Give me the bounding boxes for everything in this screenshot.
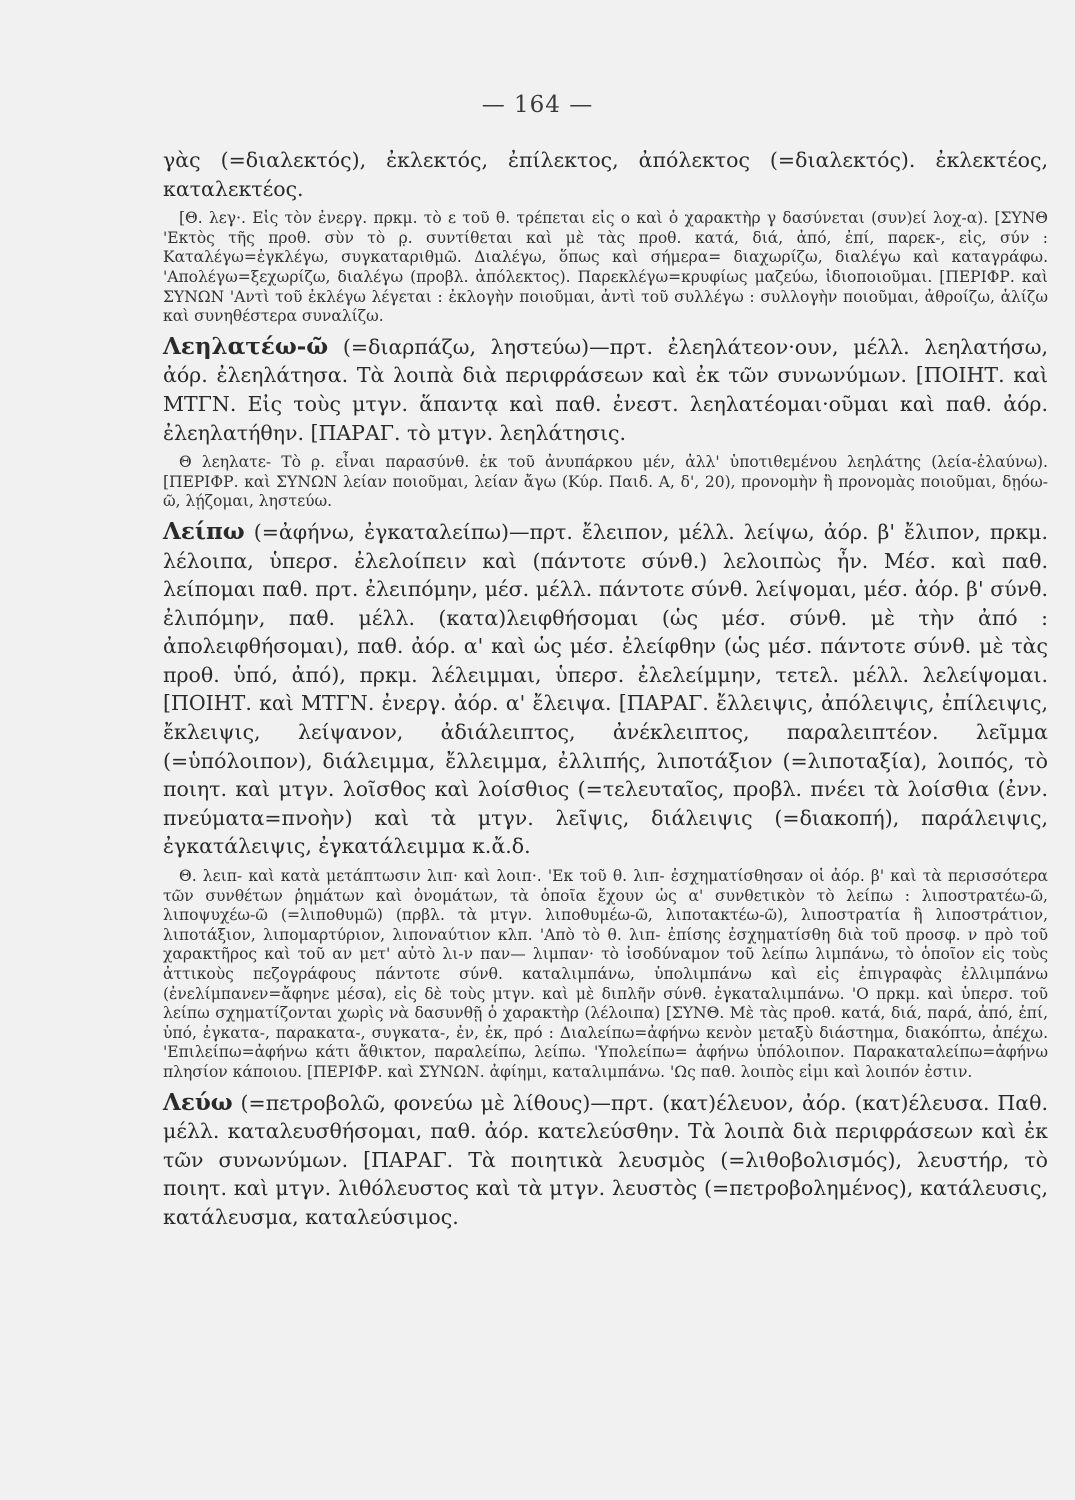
entry-lemma: Λείπω [163, 517, 245, 545]
entry-leipo [163, 518, 1048, 1083]
entry-definition: (=πετροβολῶ, φονεύω μὲ λίθους)—πρτ. (κατ)έλευον, ἀόρ. (κατ)έλευσα. Παθ. μέλλ. καταλευσθήσομαι, παθ. ἀόρ. κατελεύσθην. Τὰ λοιπὰ διὰ περιφράσεων καὶ ἐκ τῶν συνωνύμων. [ΠΑΡΑΓ. Τὰ ποιητικὰ λευσμὸς (=λιθοβολισμός), λευστήρ, τὸ ποιητ. καὶ μτγν. λιθόλευστος καὶ τὰ μτγν. λευστὸς (=πετροβολημένος), κατάλευσις, κατάλευσμα, καταλεύσιμος. [163, 1090, 1048, 1229]
entry-note: Θ. λειπ- καὶ κατὰ μετάπτωσιν λιπ· καὶ λοιπ·. 'Εκ τοῦ θ. λιπ- ἐσχηματίσθησαν οἱ ἀόρ. β' καὶ τὰ περισσότερα τῶν συνθέτων ῥημάτων καὶ ὀνομάτων, τὰ ὁποῖα ἔχουν ὡς α' συνθετικὸν τὸ λείπω : λιποστρατέω-ῶ, λιποψυχέω-ῶ (=λιποθυμῶ) (πρβλ. τὰ μτγν. λιποθυμέω-ῶ, λιποτακτέω-ῶ), λιποστρατία ἢ λιποστράτιον, λιποτάξιον, λιπομαρτύριον, λιποναύτιον κλπ. 'Απὸ τὸ θ. λιπ- ἐπίσης ἐσχηματίσθη διὰ τοῦ προσφ. ν πρὸ τοῦ χαρακτῆρος καὶ τοῦ αν μετ' αὐτὸ λι-ν παν— λιμπαν· τὸ ἰσοδύναμον τοῦ λείπω λιμπάνω, τὸ ὁποῖον εἰς τοὺς ἀττικοὺς πεζογράφους πάντοτε σύνθ. καταλιμπάνω, ὑπολιμπάνω καὶ εἰς ἐπιγραφὰς ἐλλιμπάνω (ἐνελίμπανεν=ἄφηνε μέσα), εἰς δὲ τοὺς μτγν. καὶ μὲ διπλῆν σύνθ. ἐγκαταλιμπάνω. 'Ο πρκμ. καὶ ὑπερσ. τοῦ λείπω σχηματίζονται χωρὶς νὰ δασυνθῇ ὁ χαρακτὴρ (λέλοιπα) [ΣΥΝΘ. Μὲ τὰς προθ. κατά, διά, παρά, ἀπό, ἐπί, ὑπό, ἐγκατα-, παρακατα-, συγκατα-, ἐν, ἐκ, πρό : Διαλείπω=ἀφήνω κενὸν μεταξὺ διάστημα, διακόπτω, ἀπέχω. 'Επιλείπω=ἀφήνω κάτι ἄθικτον, παραλείπω, λείπω. 'Υπολείπω= ἀφήνω ὑπόλοιπον. Παρακαταλείπω=ἀφήνω πλησίον κάποιου. [ΠΕΡΙΦΡ. καὶ ΣΥΝΩΝ. ἀφίημι, καταλιμπάνω. 'Ως παθ. λοιπὸς εἰμι καὶ λοιπόν ἐστιν. [163, 867, 1048, 1081]
entry-leuo [163, 1089, 1048, 1232]
entry-lemma: Λεύω [163, 1088, 233, 1116]
entry-text [163, 333, 1048, 447]
entry-continuation [163, 146, 1048, 327]
entry-lemma: Λεηλατέω-ῶ [163, 332, 329, 360]
entry-definition: (=ἀφήνω, ἐγκαταλείπω)—πρτ. ἔλειπον, μέλλ. λείψω, ἀόρ. β' ἔλιπον, πρκμ. λέλοιπα, ὑπερσ. ἐλελοίπειν καὶ (πάντοτε σύνθ.) λελοιπὼς ἦν. Μέσ. καὶ παθ. λείπομαι παθ. πρτ. ἐλειπόμην, μέσ. μέλλ. πάντοτε σύνθ. λείψομαι, μέσ. ἀόρ. β' σύνθ. ἐλιπόμην, παθ. μέλλ. (κατα)λειφθήσομαι (ὡς μέσ. σύνθ. μὲ τὴν ἀπό : ἀπολειφθήσομαι), παθ. ἀόρ. α' καὶ ὡς μέσ. ἐλείφθην (ὡς μέσ. πάντοτε σύνθ. μὲ τὰς προθ. ὑπό, ἀπό), πρκμ. λέλειμμαι, ὑπερσ. ἐλελείμμην, τετελ. μέλλ. λελείψομαι. [ΠΟΙΗΤ. καὶ ΜΤΓΝ. ἐνεργ. ἀόρ. α' ἔλειψα. [ΠΑΡΑΓ. ἔλλειψις, ἀπόλειψις, ἐπίλειψις, ἔκλειψις, λείψανον, ἀδιάλειπτος, ἀνέκλειπτος, παραλειπτέον. λεῖμμα (=ὑπόλοιπον), διάλειμμα, ἔλλειμμα, ἐλλιπής, λιποτάξιον (=λιποταξία), λοιπός, τὸ ποιητ. καὶ μτγν. λοῖσθος καὶ λοίσθιος (=τελευταῖος, προβλ. πνέει τὰ λοίσθια (ἐνν. πνεύματα=πνοὴν) καὶ τὰ μτγν. λεῖψις, διάλειψις (=διακοπή), παράλειψις, ἐγκατάλειψις, ἐγκατάλειμμα κ.ἄ.δ. [163, 519, 1048, 859]
entry-definition: (=διαρπάζω, ληστεύω)—πρτ. ἐλεηλάτεον·ουν, μέλλ. λεηλατήσω, ἀόρ. ἐλεηλάτησα. Τὰ λοιπὰ διὰ περιφράσεων καὶ ἐκ τῶν συνωνύμων. [ΠΟΙΗΤ. καὶ ΜΤΓΝ. Εἰς τοὺς μτγν. ἅπαντᾳ καὶ παθ. ἐνεστ. λεηλατέομαι·οῦμαι καὶ παθ. ἀόρ. ἐλεηλατήθην. [ΠΑΡΑΓ. τὸ μτγν. λεηλάτησις. [163, 334, 1048, 445]
entry-text [163, 1089, 1048, 1232]
page-number: — 164 — [481, 92, 594, 118]
entry-text: γὰς (=διαλεκτός), ἐκλεκτός, ἐπίλεκτος, ἀπόλεκτος (=διαλεκτός). ἐκλεκτέος, καταλεκτέος. [163, 148, 1048, 201]
entry-leilateo [163, 333, 1048, 512]
page-body [163, 140, 1048, 1232]
entry-note: [Θ. λεγ·. Εἰς τὸν ἐνεργ. πρκμ. τὸ ε τοῦ θ. τρέπεται εἰς ο καὶ ὁ χαρακτὴρ γ δασύνεται (συν)εί λοχ-α). [ΣΥΝΘ 'Εκτὸς τῆς προθ. σὺν τὸ ρ̣. συντίθεται καὶ μὲ τὰς προθ. κατά, διά, ἀπό, ἐπί, παρεκ-, εἰς, σύν : Καταλέγω=ἐγκλέγω, συγκαταριθμῶ. Διαλέγω, ὅπως καὶ σήμερα= διαχωρίζω, διαλέγω καὶ καταγράφω. 'Απολέγω=ξεχωρίζω, διαλέγω (προβλ. ἀπόλεκτος). Παρεκλέγω=κρυφίως μαζεύω, ἰδιοποιοῦμαι. [ΠΕΡΙΦΡ. καὶ ΣΥΝΩΝ 'Αντὶ τοῦ ἐκλέγω λέγεται : ἐκλογὴν ποιοῦμαι, ἀντὶ τοῦ συλλέγω : συλλογὴν ποιοῦμαι, ἀθροίζω, ἁλίζω καὶ συνηθέστερα συναλίζω. [163, 209, 1048, 326]
entry-text [163, 518, 1048, 861]
entry-note: Θ λεηλατε- Τὸ ρ̣. εἶναι παρασύνθ. ἐκ τοῦ ἀνυπάρκου μέν, ἀλλ' ὑποτιθεμένου λεηλάτης (λεία-ἐλαύνω). [ΠΕΡΙΦΡ. καὶ ΣΥΝΩΝ λείαν ποιοῦμαι, λείαν ἄγω (Κύρ. Παιδ. Α, δ', 20), προνομὴν ἢ προνομὰς ποιοῦμαι, δῃόω-ῶ, λῄζομαι, ληστεύω. [163, 453, 1048, 511]
